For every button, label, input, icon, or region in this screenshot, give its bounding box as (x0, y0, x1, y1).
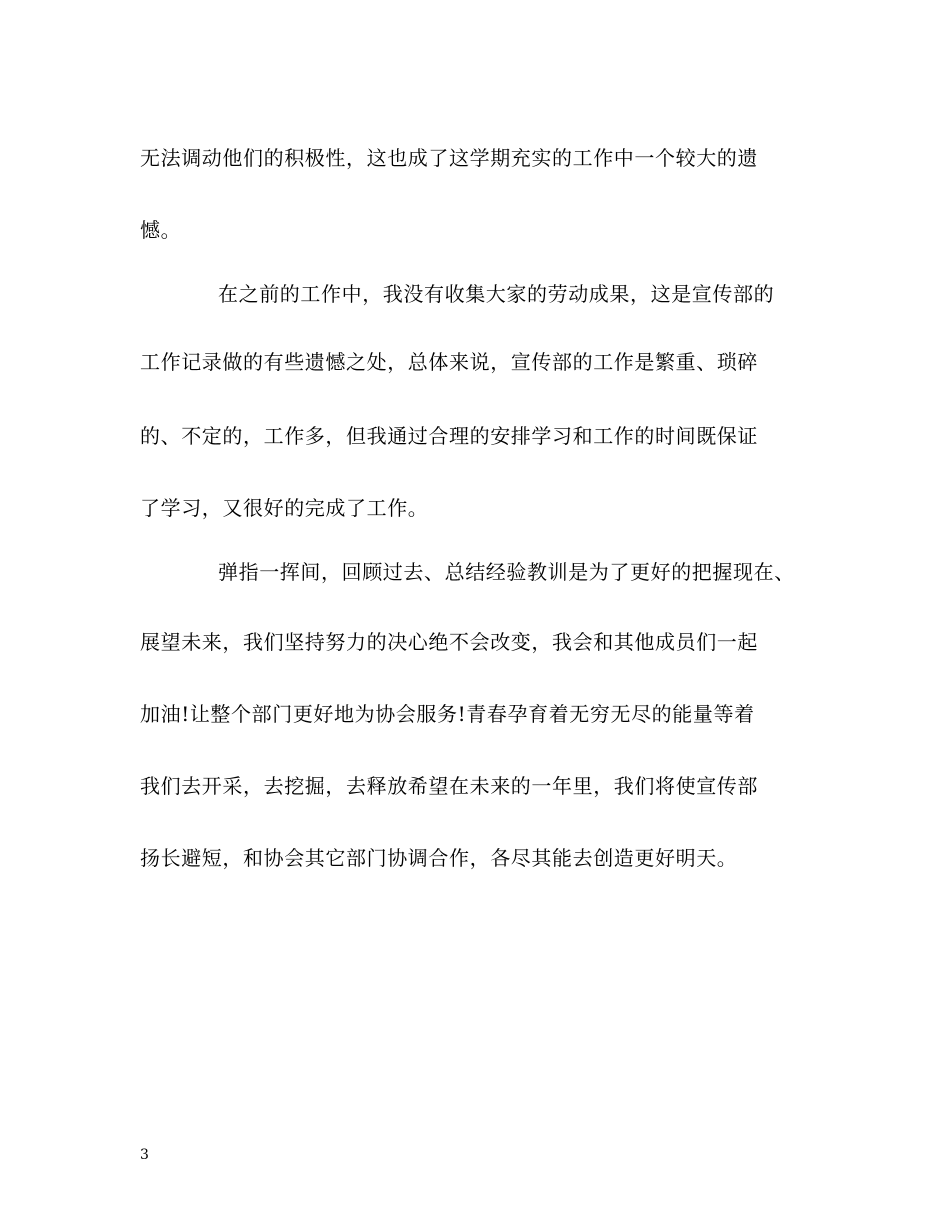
page-number: 3 (140, 1147, 149, 1163)
text-line: 扬长避短，和协会其它部门协调合作，各尽其能去创造更好明天。 (140, 846, 738, 870)
text-line: 憾。 (140, 218, 182, 242)
text-line: 了学习，又很好的完成了工作。 (140, 496, 429, 520)
paragraph-start-line: 弹指一挥间，回顾过去、总结经验教训是为了更好的把握现在、 (218, 560, 795, 584)
text-line: 的、不定的，工作多，但我通过合理的安排学习和工作的时间既保证 (140, 424, 758, 448)
text-line: 展望未来，我们坚持努力的决心绝不会改变，我会和其他成员们一起 (140, 630, 758, 654)
paragraph-start-line: 在之前的工作中，我没有收集大家的劳动成果，这是宣传部的 (218, 282, 775, 306)
text-line: 工作记录做的有些遗憾之处，总体来说，宣传部的工作是繁重、琐碎 (140, 350, 758, 374)
text-line: 无法调动他们的积极性，这也成了这学期充实的工作中一个较大的遗 (140, 146, 758, 170)
text-line: 我们去开采，去挖掘，去释放希望在未来的一年里，我们将使宣传部 (140, 774, 758, 798)
text-line: 加油!让整个部门更好地为协会服务!青春孕育着无穷无尽的能量等着 (140, 702, 755, 726)
